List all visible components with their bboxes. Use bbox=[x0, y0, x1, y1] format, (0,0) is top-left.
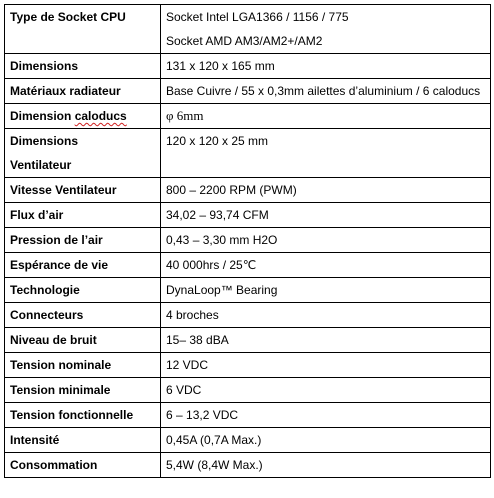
spellcheck-word: caloducs bbox=[74, 109, 127, 123]
value-line: Socket Intel LGA1366 / 1156 / 775 bbox=[166, 10, 349, 24]
label-line: Ventilateur bbox=[10, 158, 72, 172]
row-value-technologie: DynaLoop™ Bearing bbox=[161, 278, 491, 303]
table-row bbox=[5, 178, 491, 203]
label-line: Dimensions bbox=[10, 134, 79, 148]
table-row bbox=[5, 54, 491, 79]
table-row bbox=[5, 328, 491, 353]
row-value-pression: 0,43 – 3,30 mm H2O bbox=[161, 228, 491, 253]
table-row bbox=[5, 278, 491, 303]
spec-table bbox=[4, 4, 491, 478]
row-value-dimensions: 131 x 120 x 165 mm bbox=[161, 54, 491, 79]
row-value-tension-minimale: 6 VDC bbox=[161, 378, 491, 403]
row-label-intensite: Intensité bbox=[5, 428, 161, 453]
value-text: Base Cuivre / 55 x 0,3mm ailettes d’aluminium / 6 caloducs bbox=[166, 84, 481, 98]
table-row bbox=[5, 428, 491, 453]
row-label-bruit: Niveau de bruit bbox=[5, 328, 161, 353]
row-value-vitesse: 800 – 2200 RPM (PWM) bbox=[161, 178, 491, 203]
table-row bbox=[5, 253, 491, 278]
row-value-ventilateur-dimensions: 120 x 120 x 25 mm bbox=[161, 129, 491, 178]
table-row bbox=[5, 453, 491, 478]
table-row bbox=[5, 378, 491, 403]
row-label-tension-minimale: Tension minimale bbox=[5, 378, 161, 403]
label-text: Dimension bbox=[10, 109, 75, 123]
row-value-connecteurs: 4 broches bbox=[161, 303, 491, 328]
table-row bbox=[5, 228, 491, 253]
row-value-esperance: 40 000hrs / 25℃ bbox=[161, 253, 491, 278]
row-label-tension-nominale: Tension nominale bbox=[5, 353, 161, 378]
row-label-pression: Pression de l’air bbox=[5, 228, 161, 253]
table-row bbox=[5, 104, 491, 129]
row-label-dimensions: Dimensions bbox=[5, 54, 161, 79]
table-row bbox=[5, 5, 491, 54]
row-label-technologie: Technologie bbox=[5, 278, 161, 303]
row-value-intensite: 0,45A (0,7A Max.) bbox=[161, 428, 491, 453]
row-value-consommation: 5,4W (8,4W Max.) bbox=[161, 453, 491, 478]
table-row bbox=[5, 303, 491, 328]
row-value-socket bbox=[161, 5, 491, 54]
row-label-materiaux: Matériaux radiateur bbox=[5, 79, 161, 104]
table-row bbox=[5, 79, 491, 104]
row-label-flux: Flux d’air bbox=[5, 203, 161, 228]
row-label-connecteurs: Connecteurs bbox=[5, 303, 161, 328]
row-label-caloducs bbox=[5, 104, 161, 129]
row-value-flux: 34,02 – 93,74 CFM bbox=[161, 203, 491, 228]
row-value-bruit: 15– 38 dBA bbox=[161, 328, 491, 353]
table-row bbox=[5, 403, 491, 428]
value-line: Socket AMD AM3/AM2+/AM2 bbox=[166, 34, 323, 48]
table-row bbox=[5, 203, 491, 228]
row-value-tension-fonctionnelle: 6 – 13,2 VDC bbox=[161, 403, 491, 428]
table-row bbox=[5, 353, 491, 378]
row-label-socket: Type de Socket CPU bbox=[5, 5, 161, 54]
row-label-tension-fonctionnelle: Tension fonctionnelle bbox=[5, 403, 161, 428]
table-row bbox=[5, 129, 491, 178]
row-label-ventilateur-dimensions bbox=[5, 129, 161, 178]
row-value-materiaux bbox=[161, 79, 491, 104]
row-label-esperance: Espérance de vie bbox=[5, 253, 161, 278]
row-value-caloducs: φ 6mm bbox=[161, 104, 491, 129]
row-label-consommation: Consommation bbox=[5, 453, 161, 478]
row-label-vitesse: Vitesse Ventilateur bbox=[5, 178, 161, 203]
row-value-tension-nominale: 12 VDC bbox=[161, 353, 491, 378]
